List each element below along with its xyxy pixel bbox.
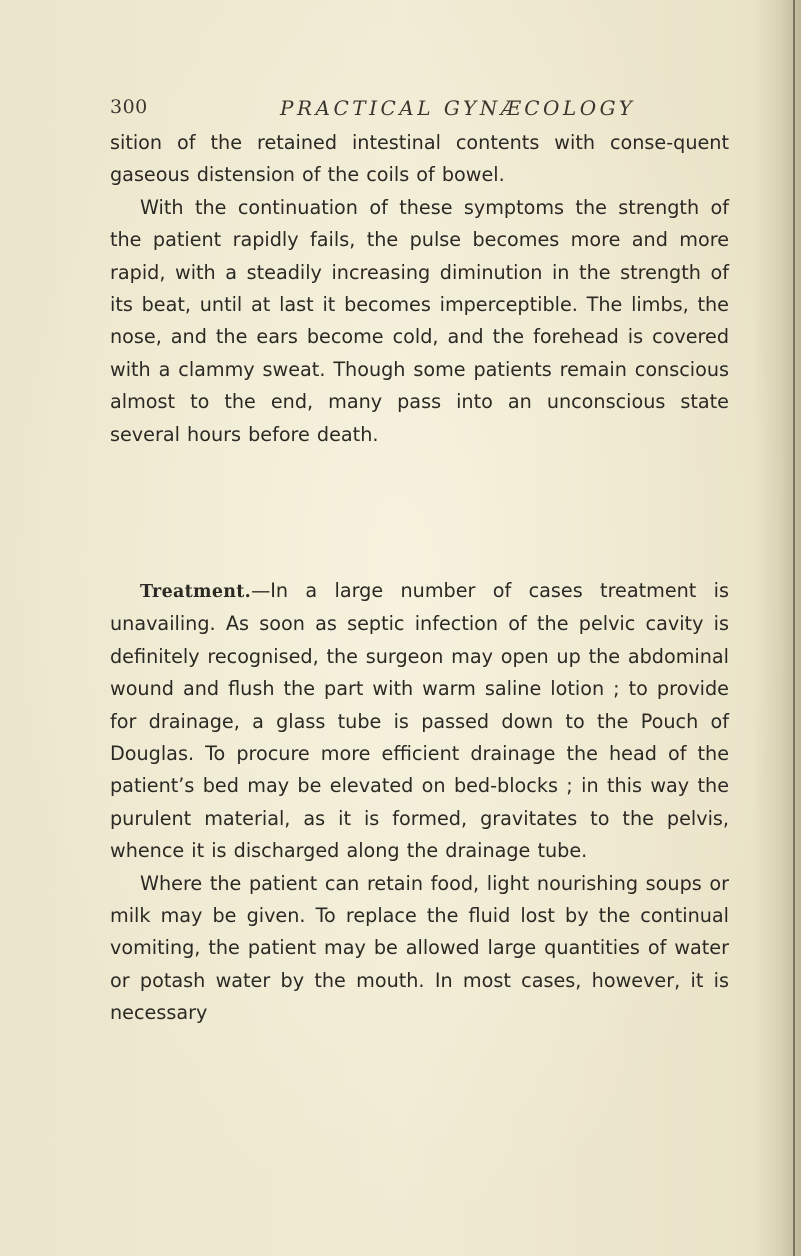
running-head: PRACTICAL GYNÆCOLOGY — [280, 96, 636, 120]
paragraph-treatment — [110, 575, 729, 868]
paragraph-continued: sition of the retained intestinal contents with conse-quent gaseous distension of the coils of bowel. — [110, 131, 729, 187]
paragraph-symptoms: With the continuation of these symptoms the strength of the patient rapidly fails, the pulse becomes more and more rapid, with a steadily increasing diminution in the strength of its beat, until at last it becomes imperceptible. The limbs, the nose, and the ears become cold, and the forehead is covered with a clammy sweat. Though some patients remain conscious almost to the end, many pass into an unconscious state several hours before death. — [110, 195, 729, 446]
text-block-symptoms — [110, 127, 729, 451]
treatment-heading: Treatment. — [140, 582, 252, 602]
page-number: 300 — [110, 96, 148, 118]
text-block-treatment — [110, 575, 729, 1030]
paragraph-nourishment: Where the patient can retain food, light nourishing soups or milk may be given. To replace the fluid lost by the continual vomiting, the patient may be allowed large quantities of water or potash water by the mouth. In most cases, however, it is necessary — [110, 871, 729, 1025]
treatment-text: —In a large number of cases treatment is unavailing. As soon as septic infection of the pelvic cavity is definitely recognised, the surgeon may open up the abdominal wound and flush the part with warm saline lotion ; to provide for drainage, a glass tube is passed down to the Pouch of Douglas. To procure more efficient drainage the head of the patient’s bed may be elevated on bed-blocks ; in this way the purulent material, as it is formed, gravitates to the pelvis, whence it is discharged along the drainage tube. — [110, 579, 729, 863]
page-edge-line — [793, 0, 795, 1256]
page-header — [110, 96, 730, 126]
